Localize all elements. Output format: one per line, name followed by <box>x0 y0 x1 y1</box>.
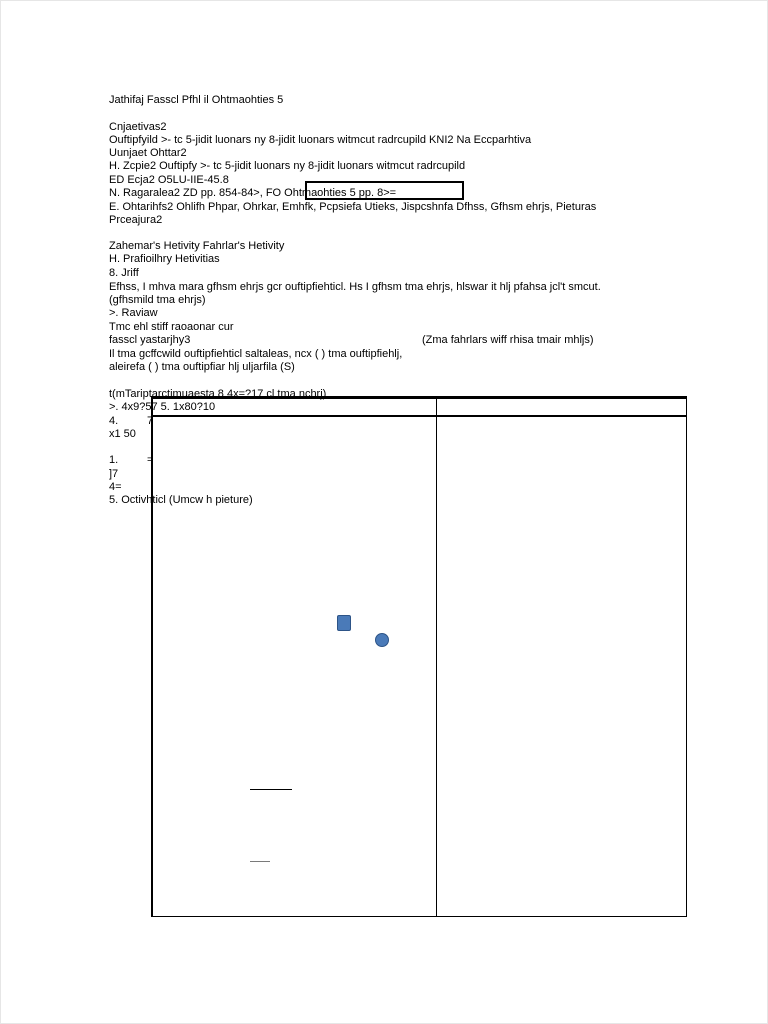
review-instruction-1: Il tma gcffcwild ouftipfiehticl saltaleas, ncx ( ) tma ouftipfiehlj, <box>109 348 403 360</box>
review-heading: >. Raviaw <box>109 307 158 319</box>
answer-blank-line <box>250 789 292 790</box>
review-instruction-2: aleirefa ( ) tma ouftipfiar hlj uljarfila (S) <box>109 361 295 373</box>
section-subject-matter: Uunjaet Ohttar2 <box>109 147 187 159</box>
drill-note: (gfhsmild tma ehrjs) <box>109 294 206 306</box>
exercise-item-4: 4. <box>109 415 119 427</box>
review-teacher-note: (Zma fahrlars wiff rhisa tmair mhljs) <box>422 334 594 346</box>
topic-line: H. Zcpie2 Ouftipfy >- tc 5-jidit luonars ny 8-jidit luonars witmcut radrcupild <box>109 160 466 172</box>
exercise-line-1: t(mTariptarctimuaesta 8 4x=?17 cl tma nchrj) <box>109 388 327 400</box>
blue-square-icon <box>337 615 351 631</box>
exercise-item-1: 1. <box>109 454 119 466</box>
review-text-2: fasscl yastarjhy3 <box>109 334 191 346</box>
exercise-line-5: 4= <box>109 481 122 493</box>
lesson-title: Jathifaj Fasscl Pfhl il Ohtmaohties 5 <box>109 94 284 106</box>
exercise-line-4: ]7 <box>109 468 119 480</box>
references-line: N. Ragaralea2 ZD pp. 854-84>, FO Ohtmaohties 5 pp. 8>= <box>109 187 397 199</box>
preliminary-activities: H. Prafioilhry Hetivitias <box>109 253 220 265</box>
materials-line: E. Ohtarihfs2 Ohlifh Phpar, Ohrkar, Emhfk, Pcpsiefa Utieks, Jispcshnfa Dfhss, Gfhsm ehrjs, Pieturas <box>109 201 597 213</box>
drill-heading: 8. Jriff <box>109 267 139 279</box>
exercise-line-2: >. 4x9?57 5. 1x80?10 <box>109 401 216 413</box>
activity-header: Zahemar's Hetivity Fahrlar's Hetivity <box>109 240 285 252</box>
exercise-line-3: x1 50 <box>109 428 136 440</box>
review-text-1: Tmc ehl stiff raoaonar cur <box>109 321 234 333</box>
exercise-item-1-value: = <box>147 454 154 466</box>
references-highlight-box <box>305 181 464 200</box>
answer-table <box>151 396 687 917</box>
exercise-item-4-value: 7 <box>147 415 154 427</box>
answer-blank-line <box>250 861 270 862</box>
section-procedure: Prceajura2 <box>109 214 163 226</box>
answer-table-column-divider <box>436 398 437 917</box>
code-line: ED Ecja2 O5LU-IIE-45.8 <box>109 174 229 186</box>
activity-heading: 5. Octivhticl (Umcw h pieture) <box>109 494 253 506</box>
blue-circle-icon <box>375 633 389 647</box>
drill-instructions: Efhss, I mhva mara gfhsm ehrjs gcr ouftipfiehticl. Hs I gfhsm tma ehrjs, hlswar it hlj pfahsa jcl't smcut. <box>109 281 601 293</box>
section-objectives: Cnjaetivas2 <box>109 121 167 133</box>
answer-table-header-rule <box>151 415 687 417</box>
objective-text: Ouftipfyild >- tc 5-jidit luonars ny 8-jidit luonars witmcut radrcupild KNI2 Na Eccparhtiva <box>109 134 532 146</box>
